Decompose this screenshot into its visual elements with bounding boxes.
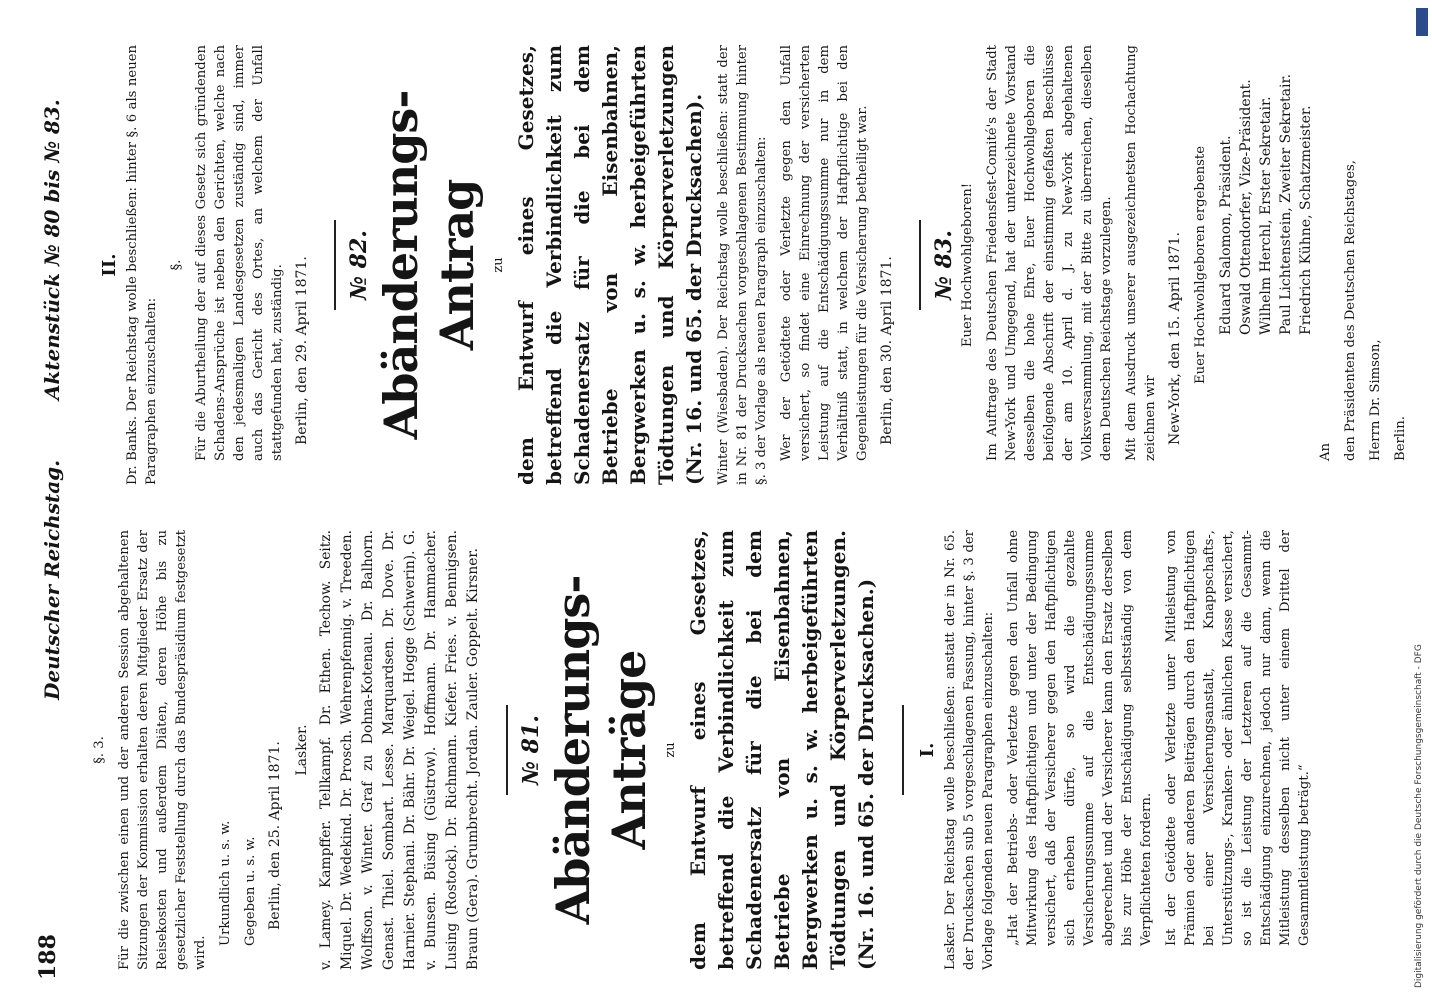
running-subtitle: Aktenstück № 80 bis № 83.: [40, 99, 64, 400]
signer-line: Friedrich Kühne, Schatzmeister.: [1298, 105, 1314, 335]
address-line: An: [1318, 442, 1333, 461]
section-3-heading: §. 3.: [92, 736, 107, 764]
banks-intro: Dr. Banks. Der Reichstag wolle beschließen: hinter §. 6 als neuen Paragraphen einzuschalten:: [125, 45, 159, 485]
address-line: Berlin.: [1393, 416, 1408, 461]
lasker-intro: Lasker. Der Reichstag wolle beschließen: anstatt der in Nr. 65. der Drucksachen sub 5 vorgeschlagenen Fassung, hinter §. 3 der Vorlage folgenden neuen Paragraphen einzuschalten:: [943, 530, 996, 970]
section-mark: §.: [169, 259, 184, 271]
doc-number-81: № 81.: [518, 715, 544, 785]
zu-82: zu: [491, 257, 506, 273]
divider: [506, 705, 508, 795]
divider: [919, 220, 921, 310]
address-line: den Präsidenten des Deutschen Reichstages,: [1343, 160, 1358, 461]
roman-numeral-2: II.: [99, 253, 120, 277]
dfg-watermark-text: Digitalisierung gefördert durch die Deutsche Forschungsgemeinschaft - DFG: [1414, 644, 1424, 988]
address-line: Herrn Dr. Simson,: [1368, 339, 1383, 461]
signer-line: Paul Lichtenstein, Zweiter Sekretair.: [1278, 73, 1294, 335]
cosigner-list: v. Lamey. Kampffer. Tellkampf. Dr. Ethen. Techow. Seitz. Miquel. Dr. Wedekind. Dr. Prosch. Wehrenpfennig. v. Treeden. Wolffson. v. Winter. Graf zu Dohna-Kotenau. Dr. Balhorn. Genast. Thiel. Sombart. Lesse. Marquardsen. Dr. Dove. Dr. Harnier. Stephani. Dr. Bähr. Dr. Weigel. Hogge (Schwerin). G. v. Bunsen. Büsing (Güstrow). Hoffmann. Dr. Hammacher. Lusing (Rostock). Dr. Richmann. Kiefer. Fries. v. Bennigsen. Braun (Gera). Grumbrecht. Jordan. Zauler. Goppelt. Kirsner.: [318, 530, 481, 970]
date-line-3: Berlin, den 30. April 1871.: [879, 256, 895, 445]
signer-line: Oswald Ottendorfer, Vize-Präsident.: [1238, 79, 1254, 335]
signer-line: Eduard Salomon, Präsident.: [1218, 135, 1234, 335]
letter-paragraph-1: Im Auftrage des Deutschen Friedensfest-Comité's der Stadt New-York und Umgegend, hat der unterzeichnete Vorstand desselben die hohe Ehre, Euer Hochwohlgeboren die beifolgende Abschrift der einstimmig gefaßten Beschlüsse der am 10. April d. J. zu New-York abgehaltenen Volksversammlung, mit der Bitte zu überreichen, dieselben dem Deutschen Reichstage vorzulegen.: [985, 45, 1114, 461]
doc-number-82: № 82.: [346, 230, 372, 300]
lasker-paragraph-1: „Hat der Betriebs- oder Verletzte gegen den Unfall ohne Mitwirkung des Haftpflichtigen und unter der Bedingung versichert, daß der Versicherer gegen den Haftpflichtigen sich erheben dürfe, so wird die gezahlte Versicherungssumme auf die Entschädigungssumme abgerechnet und der Versicherer kann den Ersatz derselben bis zur Höhe der Entschädigung selbstständig von dem Verpflichteten fordern.: [1006, 530, 1154, 946]
gegeben-line: Gegeben u. s. w.: [243, 836, 258, 946]
divider: [902, 705, 904, 795]
dfg-watermark: [1414, 8, 1430, 992]
date-line-4: New-York, den 15. April 1871.: [1167, 232, 1183, 445]
right-column: [90, 45, 1408, 485]
doc-title-82: Abänderungs-Antrag: [374, 90, 484, 440]
running-title: Deutscher Reichstag.: [40, 459, 64, 700]
dfg-logo-icon: [1416, 8, 1428, 36]
date-line-1: Berlin, den 25. April 1871.: [267, 741, 283, 930]
left-column: [90, 530, 1380, 970]
signer-lasker: Lasker.: [294, 724, 310, 776]
salutation: Euer Hochwohlgeboren!: [960, 182, 975, 348]
doc-number-83: № 83.: [931, 230, 957, 300]
divider: [334, 220, 336, 310]
banks-paragraph: Für die Aburtheilung der auf dieses Gesetz sich gründenden Schadens-Ansprüche ist neben den Gerichten, welche nach den jedesmaligen Landesgesetzen zuständig sind, immer auch das Gericht des Ortes, an welchem der Unfall stattgefunden hat, zuständig.: [194, 45, 285, 461]
roman-numeral-1: I.: [917, 742, 938, 758]
signer-line: Wilhelm Herchl, Erster Sekretair.: [1258, 96, 1274, 335]
page-header: [0, 0, 70, 1000]
winter-intro: Winter (Wiesbaden). Der Reichstag wolle beschließen: statt der in Nr. 81 der Drucksachen vorgeschlagenen Bestimmung hinter §. 3 der Vorlage als neuen Paragraph einzuschalten:: [716, 45, 769, 485]
doc-title-81: Abänderungs-Anträge: [546, 575, 656, 925]
section-3-text: Für die zwischen einen und der anderen Session abgehaltenen Sitzungen der Kommission erhalten deren Mitglieder Ersatz der Reisekosten und außerdem Diäten, deren Höhe bis zu gesetzlicher Feststellung durch das Bundespräsidium festgesetzt wird.: [117, 530, 208, 970]
lead-text-81: dem Entwurf eines Gesetzes, betreffend die Verbindlichkeit zum Schadenersatz für die bei dem Betriebe von Eisenbahnen, Bergwerken u. s. w. herbeigeführten Tödtungen und Körperverletzungen. (Nr. 16. und 65. der Drucksachen.): [686, 530, 878, 970]
letter-paragraph-2: Mit dem Ausdruck unserer ausgezeichnetsten Hochachtung zeichnen wir: [1124, 45, 1158, 461]
lead-text-82: dem Entwurf eines Gesetzes, betreffend die Verbindlichkeit zum Schadenersatz für die bei dem Betriebe von Eisenbahnen, Bergwerken u. s. w. herbeigeführten Tödtungen und Körperverletzungen (Nr. 16. und 65. der Drucksachen).: [514, 45, 706, 485]
closing-line: Euer Hochwohlgeboren ergebenste: [1193, 145, 1208, 385]
date-line-2: Berlin, den 29. April 1871.: [294, 256, 310, 445]
winter-paragraph: Wer der Getödtete oder Verletzte gegen den Unfall versichert, so findet eine Einrechnung der versicherten Leistung auf die Entschädigungssumme nur in dem Verhältniß statt, in welchem der Haftpflichtige bei den Gegenleistungen für die Versicherung betheiligt war.: [779, 45, 870, 461]
urkundlich-line: Urkundlich u. s. w.: [218, 820, 233, 946]
zu-81: zu: [663, 742, 678, 758]
lasker-paragraph-2: Ist der Getödtete oder Verletzte unter Mitleistung von Prämien oder anderen Beiträgen durch den Haftpflichtigen bei einer Versicherungsanstalt, Knappschafts-, Unterstützungs-, Kranken- oder ähnlichen Kasse versichert, so ist die Leistung der Letzteren auf die Gesammt-Entschädigung einzurechnen, jedoch nur dann, wenn die Mitleistung desselben nicht unter einem Drittel der Gesammtleistung beträgt.“: [1164, 530, 1312, 946]
page-number: 188: [35, 934, 61, 980]
